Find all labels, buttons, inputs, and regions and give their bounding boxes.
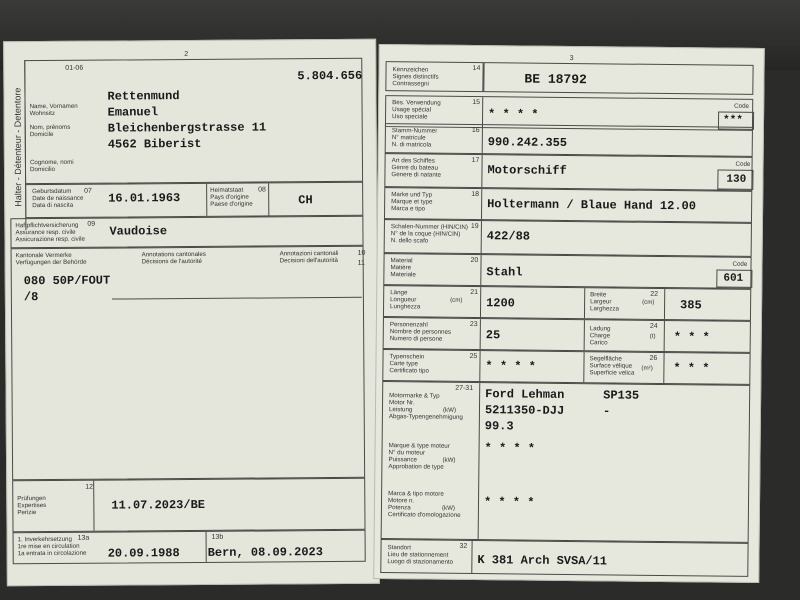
first-registration-date: 20.09.1988 <box>107 546 180 561</box>
holder-name-field: 01-06 Name, Vornamen Wohnsitz Nom, prénoms Domicile Cognome, nomi Domicilio 5.804.656 Rettenmund Emanuel Bleichenbergstrasse 11 4562 Biberist <box>24 58 363 184</box>
cantonal-notes-field: Kantonale Vermerke Verfügungen der Behörde Annotations cantonales Décisions de l'autorité Annotazioni cantonali Decisioni dell'autorità 10 11 080 50P/FOUT /8 <box>11 246 366 480</box>
holder-side-label: Halter - Détenteur - Detentore <box>12 87 24 207</box>
inspection-date: 11.07.2023/BE <box>111 497 206 513</box>
hull-number-field: Schalen-Nummer (HIN/CIN) N° de la coque (HIN/CIN) N. dello scafo 19 422/88 <box>384 219 752 257</box>
special-use-code: *** <box>718 112 754 130</box>
engine-field: 27-31 Motormarke & Typ Motor Nr. Leistung Abgas-Typengenehmigung (kW) Ford Lehman SP135 5211350-DJJ - 99.3 Marque & type moteur N° du moteur Puissance Approbation de type (kW) * * * * Marca & tipo motore Motore n. Potenza Certificato d'omologazione (kW) * * * * <box>381 381 751 543</box>
inspections-field: 12 Prüfungen Expertises Perizie 11.07.2023/BE <box>12 478 365 532</box>
holder-address: Rettenmund Emanuel Bleichenbergstrasse 11 4562 Biberist <box>107 89 267 152</box>
material-field: Material Matière Materiale 20 Stahl Code 601 <box>383 253 751 289</box>
birth-date: 16.01.1963 <box>108 191 181 206</box>
make-type: Holtermann / Blaue Hand 12.00 <box>487 197 697 214</box>
holder-id: 5.804.656 <box>297 68 363 84</box>
engine-second-value: * * * * <box>484 441 536 456</box>
plate-value-box <box>483 62 753 95</box>
origin-country: CH <box>298 193 313 208</box>
typecert-sail-row: Typenschein Carte type Certificato tipo 25 * * * * Segelfläche Surface vélique Superficie velica (m²) 26 * * * <box>382 349 750 385</box>
location: K 381 Arch SVSA/11 <box>477 553 608 569</box>
boat-type-code: 130 <box>717 170 753 190</box>
material: Stahl <box>486 265 523 280</box>
persons-load-row: Personenzahl Nombre de personnes Numero di persone 23 25 Ladung Charge Carico (t) 24 * * * <box>383 317 751 353</box>
special-use-value: * * * * <box>488 107 539 122</box>
plate-number: BE 18792 <box>524 71 587 88</box>
boat-type-field: Art des Schiffes Genre du bateau Genere di natante 17 Motorschiff Code 130 <box>384 153 752 191</box>
first-registration-row: 1. Inverkehrsetzung 1re mise en circulation 1a entrata in circolazione 13a 20.09.1988 13b Bern, 08.09.2023 <box>13 530 366 564</box>
type-certificate: * * * * <box>485 359 536 374</box>
engine-details: Ford Lehman SP135 5211350-DJJ - 99.3 <box>484 387 640 434</box>
birth-origin-row: Geburtsdatum Date de naissance Data di nascita 07 16.01.1963 Heimatstaat Pays d'origine Paese d'origine 08 CH <box>25 182 363 218</box>
engine-third-value: * * * * <box>483 495 535 510</box>
persons: 25 <box>485 328 501 343</box>
registration-number-field: Stamm-Nummer N° matricule N. di matricola 16 990.242.355 <box>385 123 753 157</box>
make-type-field: Marke und Typ Marque et type Marca e tipo 18 Holtermann / Blaue Hand 12.00 <box>384 187 752 223</box>
right-page <box>373 44 765 583</box>
load: * * * <box>673 330 710 345</box>
hull-number: 422/88 <box>486 229 531 244</box>
insurance-name: Vaudoise <box>109 224 168 239</box>
special-use-field: Bes. Verwendung Usage spécial Uso speciale 15 * * * * Code *** <box>385 95 753 131</box>
length: 1200 <box>486 296 515 311</box>
plate-label-box: Kennzeichen Signes distinctifs Contrassegni 14 <box>385 61 483 92</box>
page-number: 2 <box>184 51 189 59</box>
material-code: 601 <box>716 270 752 288</box>
cantonal-notes: 080 50P/FOUT /8 <box>23 273 111 305</box>
page-number: 3 <box>569 54 574 63</box>
width: 385 <box>680 298 702 313</box>
issue-place-date: Bern, 08.09.2023 <box>207 545 323 560</box>
dimensions-row: Länge Longueur Lunghezza (cm) 21 1200 Breite Largeur Larghezza (cm) 22 385 <box>383 285 751 321</box>
location-field: Standort Lieu de stationnement Luogo di stazionamento 32 K 381 Arch SVSA/11 <box>380 539 748 577</box>
sail-area: * * * <box>673 361 710 376</box>
registration-number: 990.242.355 <box>487 135 568 150</box>
left-page <box>3 39 380 587</box>
insurance-field: Haftpflichtversicherung Assurance resp. civile Assicurazione resp. civile 09 Vaudoise <box>10 216 363 248</box>
boat-type: Motorschiff <box>487 163 567 178</box>
